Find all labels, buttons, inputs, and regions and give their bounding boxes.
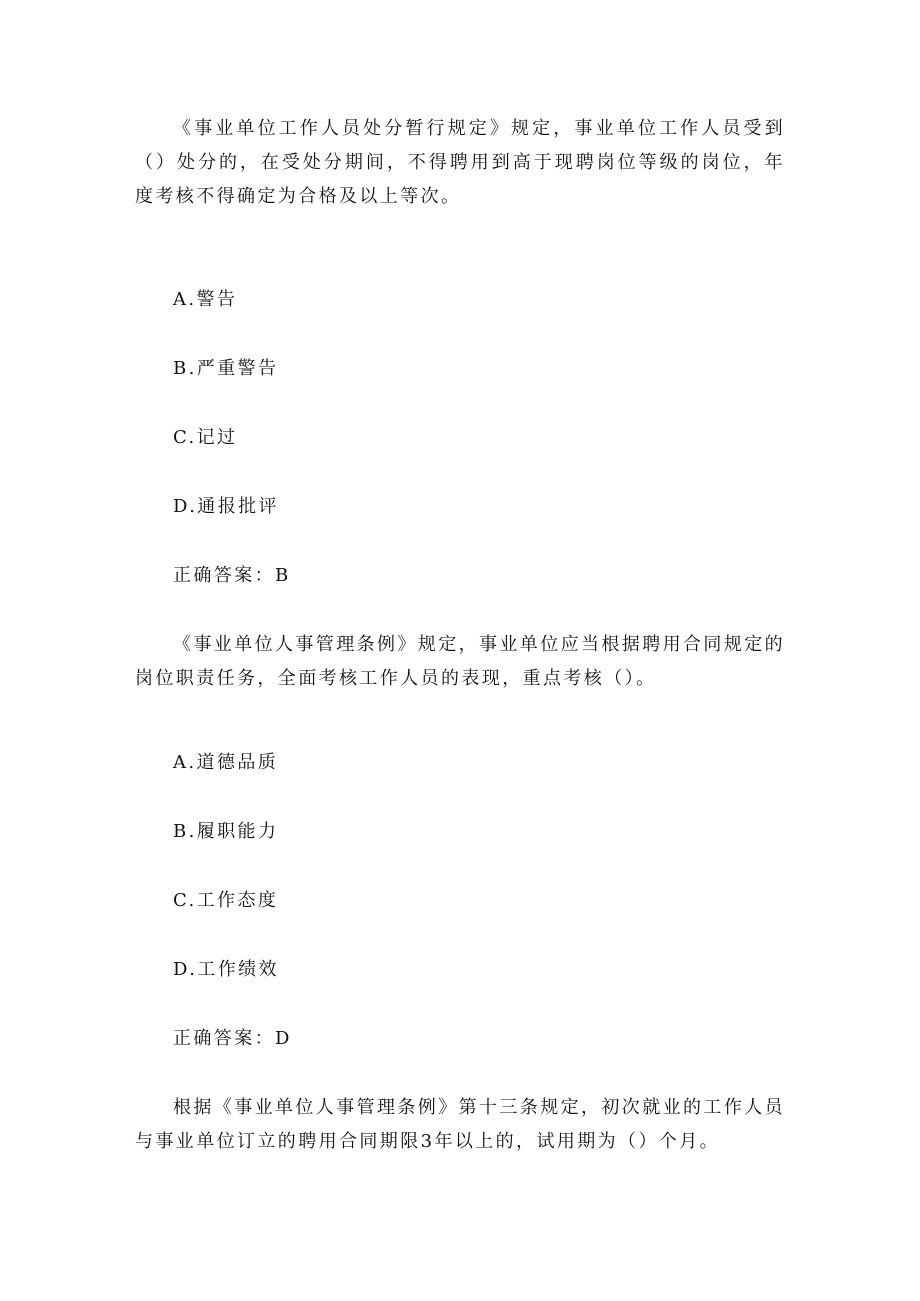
question-1-option-b: B.严重警告 xyxy=(173,358,279,379)
question-1-answer: 正确答案：B xyxy=(173,565,291,586)
question-1-option-d: D.通报批评 xyxy=(173,496,279,517)
question-2-option-a: A.道德品质 xyxy=(173,752,279,773)
question-1-option-c: C.记过 xyxy=(173,427,238,448)
question-1-stem: 《事业单位工作人员处分暂行规定》规定，事业单位工作人员受到（）处分的，在受处分期间，不得聘用到高于现聘岗位等级的岗位，年度考核不得确定为合格及以上等次。 xyxy=(135,118,785,207)
question-2-answer: 正确答案：D xyxy=(173,1028,292,1049)
question-2-option-c: C.工作态度 xyxy=(173,890,279,911)
question-3-stem: 根据《事业单位人事管理条例》第十三条规定，初次就业的工作人员与事业单位订立的聘用合同期限3年以上的，试用期为（）个月。 xyxy=(135,1097,785,1152)
question-1-option-a: A.警告 xyxy=(173,289,238,310)
question-2-option-b: B.履职能力 xyxy=(173,821,279,842)
question-2-option-d: D.工作绩效 xyxy=(173,959,279,980)
question-2-stem: 《事业单位人事管理条例》规定，事业单位应当根据聘用合同规定的岗位职责任务，全面考核工作人员的表现，重点考核（）。 xyxy=(135,634,785,689)
